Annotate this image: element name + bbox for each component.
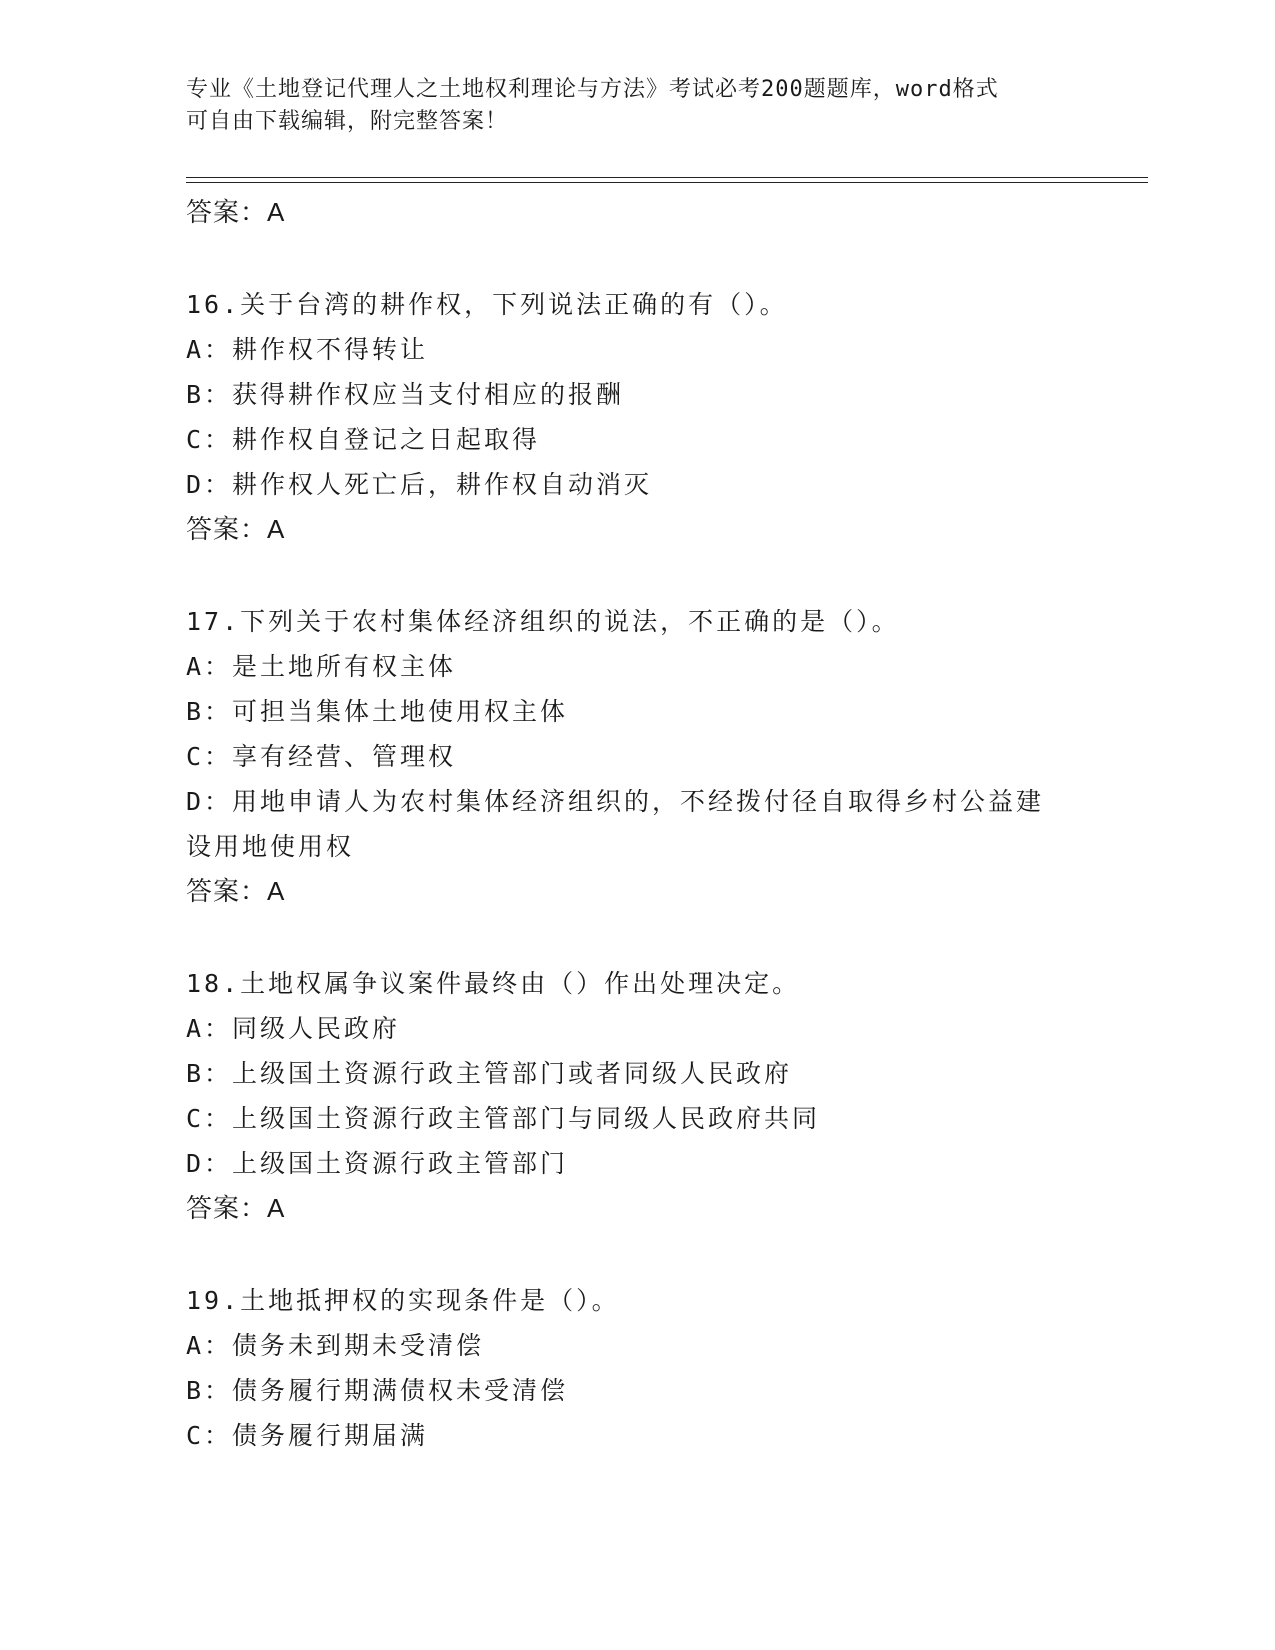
document-header <box>186 74 1086 138</box>
option-d: D：用地申请人为农村集体经济组织的，不经拨付径自取得乡村公益建 <box>186 787 1045 816</box>
option-c: C：债务履行期届满 <box>186 1421 429 1450</box>
option-d: D：耕作权人死亡后，耕作权自动消灭 <box>186 470 653 499</box>
answer-line: 答案：A <box>186 1193 286 1223</box>
spacer <box>186 1231 1086 1278</box>
question-list <box>186 190 1086 1458</box>
option-b: B：债务履行期满债权未受清偿 <box>186 1376 569 1405</box>
question-stem: 19.土地抵押权的实现条件是（）。 <box>186 1286 620 1315</box>
option-a: A：是土地所有权主体 <box>186 652 457 681</box>
answer-line: 答案：A <box>186 876 286 906</box>
option-a: A：债务未到期未受清偿 <box>186 1331 485 1360</box>
question-16 <box>186 282 1086 552</box>
option-a: A：耕作权不得转让 <box>186 335 429 364</box>
answer-line: 答案：A <box>186 197 286 227</box>
option-b: B：上级国土资源行政主管部门或者同级人民政府 <box>186 1059 793 1088</box>
option-c: C：上级国土资源行政主管部门与同级人民政府共同 <box>186 1104 821 1133</box>
spacer <box>186 235 1086 282</box>
question-stem: 16.关于台湾的耕作权，下列说法正确的有（）。 <box>186 290 788 319</box>
spacer <box>186 914 1086 961</box>
option-d-continuation: 设用地使用权 <box>186 832 355 861</box>
answer-line: 答案：A <box>186 514 286 544</box>
header-divider-top <box>186 177 1148 178</box>
question-stem: 18.土地权属争议案件最终由（）作出处理决定。 <box>186 969 801 998</box>
question-19 <box>186 1278 1086 1458</box>
header-title-line-2: 可自由下载编辑，附完整答案！ <box>186 109 509 134</box>
option-c: C：享有经营、管理权 <box>186 742 457 771</box>
header-divider-bottom <box>186 182 1148 183</box>
option-d: D：上级国土资源行政主管部门 <box>186 1149 569 1178</box>
option-b: B：获得耕作权应当支付相应的报酬 <box>186 380 625 409</box>
spacer <box>186 552 1086 599</box>
option-b: B：可担当集体土地使用权主体 <box>186 697 569 726</box>
header-title-line-1: 专业《土地登记代理人之土地权利理论与方法》考试必考200题题库，word格式 <box>186 77 999 102</box>
option-c: C：耕作权自登记之日起取得 <box>186 425 541 454</box>
option-a: A：同级人民政府 <box>186 1014 401 1043</box>
question-18 <box>186 961 1086 1231</box>
question-17 <box>186 599 1086 914</box>
question-stem: 17.下列关于农村集体经济组织的说法，不正确的是（）。 <box>186 607 900 636</box>
